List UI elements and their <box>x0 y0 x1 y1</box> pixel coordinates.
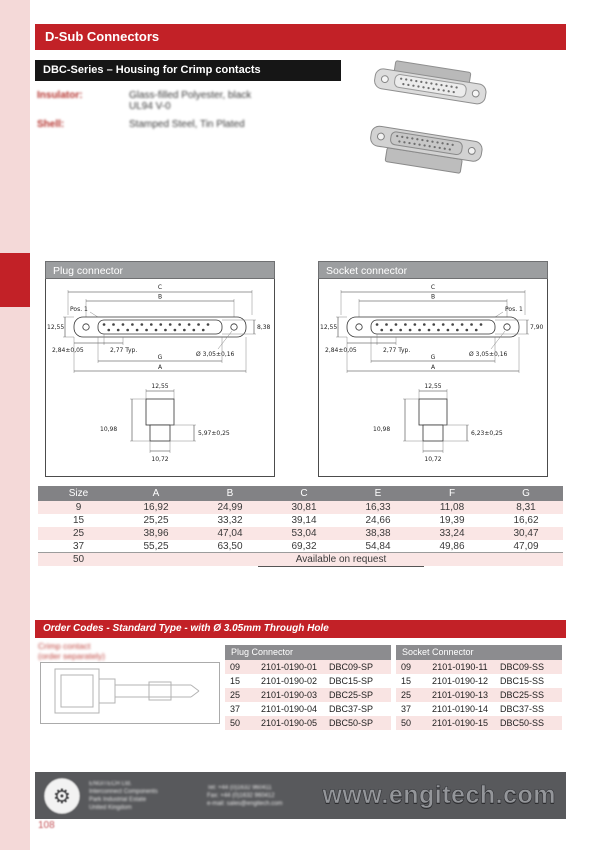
crimp-contact-figure <box>40 662 220 724</box>
table-cell: 11,08 <box>439 502 465 513</box>
order-type: DBC50-SS <box>500 718 545 728</box>
dim-label-hole: Ø 3,05±0,16 <box>469 351 508 358</box>
company-line: Interconnect Components <box>89 789 158 795</box>
order-code: 2101-0190-11 <box>432 662 488 672</box>
order-row <box>225 716 391 730</box>
col-header-f: F <box>448 488 456 499</box>
dim-label-c: C <box>157 284 163 291</box>
dim-label-b: B <box>157 293 163 301</box>
table-row-size-9 <box>38 501 563 514</box>
order-code: 2101-0190-12 <box>431 676 489 686</box>
insulator-label: Insulator: <box>37 90 83 101</box>
order-row <box>225 660 391 674</box>
page-title: D-Sub Connectors <box>35 24 566 50</box>
order-row <box>396 674 562 688</box>
table-cell: 30,47 <box>513 528 539 539</box>
dim-label-side-height: 10,98 <box>373 426 391 433</box>
dim-label-insert-height: 8,38 <box>257 324 271 331</box>
order-code: 2101-0190-15 <box>431 718 489 728</box>
spec-row-insulator <box>37 90 347 112</box>
website-url: www.engitech.com <box>322 781 556 809</box>
table-cell: 47,09 <box>513 541 539 552</box>
dim-label-height: 12,55 <box>47 324 65 331</box>
table-cell: 38,96 <box>143 528 169 539</box>
order-code: 2101-0190-05 <box>260 718 318 728</box>
insulator-value-line2: UL94 V-0 <box>129 101 171 112</box>
page-edge-stripe <box>0 0 30 850</box>
table-cell: 55,25 <box>143 541 169 552</box>
order-type: DBC09-SS <box>500 662 545 672</box>
table-cell: 50 <box>72 554 85 565</box>
shell-label: Shell: <box>37 119 65 130</box>
table-cell: 38,38 <box>365 528 391 539</box>
order-row <box>396 716 562 730</box>
plug-front-view <box>47 284 271 373</box>
socket-order-table <box>396 645 562 730</box>
table-row-size-37 <box>38 540 563 553</box>
dim-label-a: A <box>430 364 436 371</box>
order-size: 15 <box>401 676 412 686</box>
plug-side-view <box>100 383 230 463</box>
table-row-size-15 <box>38 514 563 527</box>
order-code: 2101-0190-14 <box>431 704 489 714</box>
table-row-size-50 <box>38 553 563 566</box>
dim-label-offset: 2,84±0,05 <box>52 347 84 354</box>
order-code: 2101-0190-13 <box>431 690 489 700</box>
order-row <box>225 674 391 688</box>
material-specs <box>37 90 347 137</box>
col-header-c: C <box>300 488 308 499</box>
company-line: Park Industrial Estate <box>89 797 147 803</box>
figure-note-line1: Crimp contact <box>38 641 91 651</box>
shell-value: Stamped Steel, Tin Plated <box>129 119 245 130</box>
order-row <box>396 660 562 674</box>
table-cell: 49,86 <box>439 541 465 552</box>
chapter-marker <box>0 253 30 307</box>
table-cell: 15 <box>72 515 85 526</box>
order-row <box>225 702 391 716</box>
crimp-drawing-lines <box>55 669 199 713</box>
order-size: 25 <box>401 690 412 700</box>
connector-photo-bottom <box>367 125 483 176</box>
pos1-label: Pos. 1 <box>505 306 523 313</box>
table-cell: 16,62 <box>513 515 539 526</box>
socket-technical-drawing <box>319 279 547 475</box>
contact-line: Tel: +44 (0)1632 960411 <box>207 785 272 791</box>
col-header-a: A <box>152 488 160 499</box>
dimensions-table <box>38 486 563 566</box>
plug-connector-panel <box>45 261 275 477</box>
col-header-size: Size <box>68 488 89 499</box>
order-size: 37 <box>230 704 241 714</box>
socket-panel-body <box>318 279 548 477</box>
dim-label-side-depth: 6,23±0,25 <box>471 430 503 437</box>
order-size: 25 <box>230 690 241 700</box>
table-cell: 63,50 <box>217 541 243 552</box>
contact-line: Fax: +44 (0)1632 960412 <box>207 793 275 799</box>
order-code: 2101-0190-01 <box>260 662 318 672</box>
order-code: 2101-0190-04 <box>260 704 318 714</box>
col-header-e: E <box>374 488 382 499</box>
company-line: ENGITECH Ltd. <box>89 781 132 787</box>
plug-panel-title: Plug connector <box>45 261 275 279</box>
order-type: DBC15-SP <box>329 676 374 686</box>
plug-technical-drawing <box>46 279 274 475</box>
table-cell: 9 <box>75 502 82 513</box>
connector-photo-top <box>373 58 488 105</box>
table-cell: 37 <box>72 541 85 552</box>
order-size: 50 <box>401 718 412 728</box>
dim-label-pitch: 2,77 Typ. <box>110 347 138 354</box>
table-cell: 39,14 <box>291 515 317 526</box>
dim-label-side-bottom: 10,72 <box>424 456 442 463</box>
table-cell: 8,31 <box>516 502 536 513</box>
table-cell: 54,84 <box>365 541 391 552</box>
socket-connector-panel <box>318 261 548 477</box>
dim-label-height: 12,55 <box>320 324 338 331</box>
page-footer <box>35 772 566 819</box>
company-contact-block <box>207 784 282 808</box>
table-cell: 16,92 <box>143 502 169 513</box>
plug-order-table <box>225 645 391 730</box>
series-subtitle: DBC-Series – Housing for Crimp contacts <box>35 60 341 81</box>
dim-label-pitch: 2,77 Typ. <box>383 347 411 354</box>
table-cell: 33,24 <box>439 528 465 539</box>
order-row <box>396 688 562 702</box>
table-cell: 30,81 <box>291 502 317 513</box>
socket-order-table-title: Socket Connector <box>396 645 562 660</box>
order-type: DBC25-SS <box>500 690 545 700</box>
plug-order-table-title: Plug Connector <box>225 645 391 660</box>
dim-label-side-width: 12,55 <box>151 383 169 390</box>
socket-front-view <box>320 284 544 373</box>
insulator-value <box>129 90 251 112</box>
table-row-size-25 <box>38 527 563 540</box>
dim-label-c: C <box>430 284 436 291</box>
dim-label-g: G <box>157 354 163 361</box>
dim-label-hole: Ø 3,05±0,16 <box>196 351 235 358</box>
availability-note-wrap <box>119 553 563 566</box>
table-header-row <box>38 486 563 501</box>
order-size: 09 <box>401 662 412 672</box>
table-cell: 25,25 <box>143 515 169 526</box>
dim-label-side-height: 10,98 <box>100 426 118 433</box>
availability-note: Available on request <box>258 553 424 567</box>
company-logo-icon: ⚙ <box>44 778 80 814</box>
order-codes-title: Order Codes - Standard Type - with Ø 3.05mm Through Hole <box>35 620 566 638</box>
order-type: DBC25-SP <box>329 690 374 700</box>
order-type: DBC37-SP <box>329 704 374 714</box>
order-type: DBC09-SP <box>329 662 374 672</box>
pos1-label: Pos. 1 <box>70 306 88 313</box>
table-cell: 25 <box>72 528 85 539</box>
plug-panel-body <box>45 279 275 477</box>
company-address-block <box>89 780 158 812</box>
page-number: 108 <box>38 820 55 831</box>
dim-label-side-depth: 5,97±0,25 <box>198 430 230 437</box>
table-cell: 53,04 <box>291 528 317 539</box>
product-photo <box>352 58 504 186</box>
table-cell: 19,39 <box>439 515 465 526</box>
table-cell: 24,66 <box>365 515 391 526</box>
order-row <box>396 702 562 716</box>
order-size: 09 <box>230 662 241 672</box>
order-code: 2101-0190-03 <box>260 690 318 700</box>
table-cell: 24,99 <box>217 502 243 513</box>
contact-line: e-mail: sales@engitech.com <box>207 801 283 807</box>
dim-label-side-width: 12,55 <box>424 383 442 390</box>
dim-label-a: A <box>157 364 163 371</box>
socket-side-view <box>373 383 503 463</box>
dim-label-insert-height: 7,90 <box>530 324 544 331</box>
table-cell: 69,32 <box>291 541 317 552</box>
order-code: 2101-0190-02 <box>260 676 318 686</box>
crimp-contact-drawing <box>41 663 217 721</box>
figure-note <box>38 642 188 661</box>
dim-label-g: G <box>430 354 436 361</box>
col-header-b: B <box>226 488 234 499</box>
order-size: 50 <box>230 718 241 728</box>
table-cell: 33,32 <box>217 515 243 526</box>
company-line: United Kingdom <box>89 805 132 811</box>
col-header-g: G <box>522 488 530 499</box>
order-size: 37 <box>401 704 412 714</box>
socket-panel-title: Socket connector <box>318 261 548 279</box>
dim-label-b: B <box>430 293 436 301</box>
dim-label-offset: 2,84±0,05 <box>325 347 357 354</box>
order-size: 15 <box>230 676 241 686</box>
table-cell: 47,04 <box>217 528 243 539</box>
spec-row-shell <box>37 119 347 130</box>
order-type: DBC15-SS <box>500 676 545 686</box>
table-cell: 16,33 <box>365 502 391 513</box>
order-type: DBC37-SS <box>500 704 545 714</box>
insulator-value-line1: Glass-filled Polyester, black <box>129 90 252 101</box>
order-type: DBC50-SP <box>329 718 374 728</box>
order-row <box>225 688 391 702</box>
figure-note-line2: (order separately) <box>38 650 106 661</box>
dim-label-side-bottom: 10,72 <box>151 456 169 463</box>
